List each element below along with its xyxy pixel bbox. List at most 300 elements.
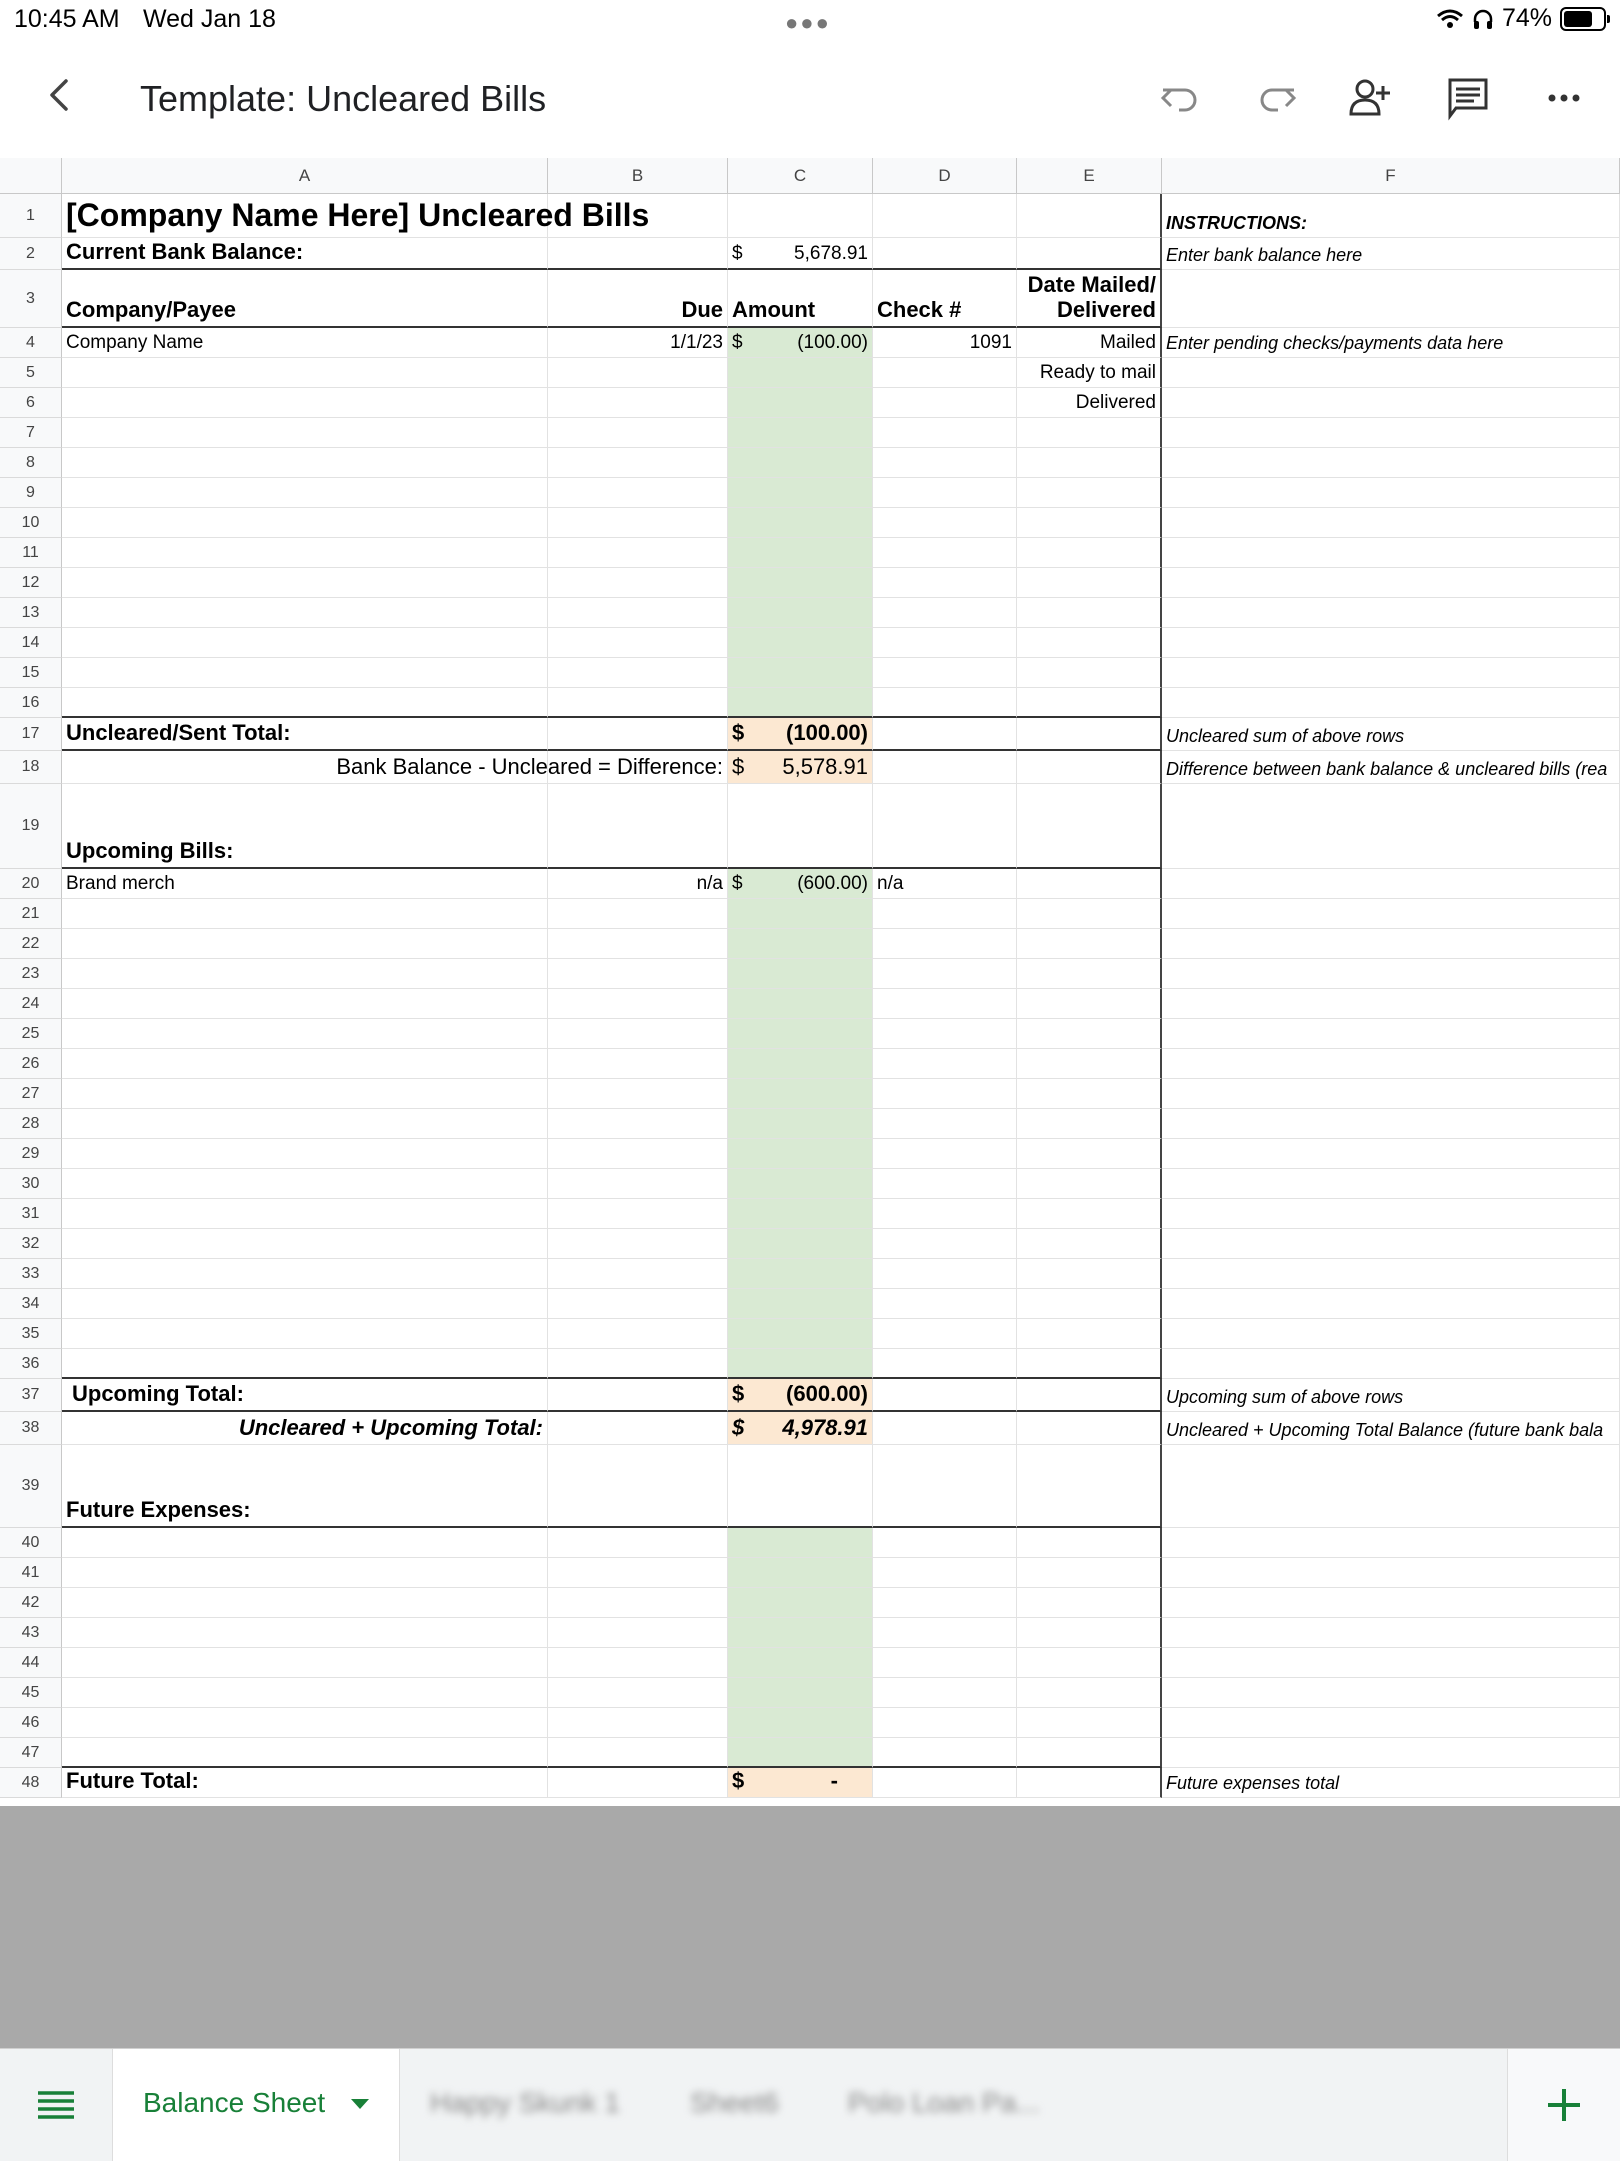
- row-header[interactable]: [0, 718, 62, 751]
- cell-c2[interactable]: [728, 238, 873, 270]
- undo-icon[interactable]: [1155, 72, 1207, 124]
- cell-f9[interactable]: [1162, 478, 1620, 508]
- row-header[interactable]: [0, 784, 62, 869]
- cell-f41[interactable]: [1162, 1558, 1620, 1588]
- cell-d38[interactable]: [873, 1412, 1017, 1445]
- cell-c36[interactable]: [728, 1349, 873, 1379]
- cell-e28[interactable]: [1017, 1109, 1162, 1139]
- row-header[interactable]: [0, 959, 62, 989]
- row-header[interactable]: [0, 1349, 62, 1379]
- cell-b8[interactable]: [548, 448, 728, 478]
- cell-e36[interactable]: [1017, 1349, 1162, 1379]
- cell-d31[interactable]: [873, 1199, 1017, 1229]
- cell-a35[interactable]: [62, 1319, 548, 1349]
- cell-c47[interactable]: [728, 1738, 873, 1768]
- cell-c19[interactable]: [728, 784, 873, 869]
- cell-c38[interactable]: [728, 1412, 873, 1445]
- cell-b34[interactable]: [548, 1289, 728, 1319]
- cell-c42[interactable]: [728, 1588, 873, 1618]
- cell-e18[interactable]: [1017, 751, 1162, 784]
- cell-c43[interactable]: [728, 1618, 873, 1648]
- cell-c45[interactable]: [728, 1678, 873, 1708]
- cell-b33[interactable]: [548, 1259, 728, 1289]
- cell-b20[interactable]: [548, 869, 728, 899]
- cell-d11[interactable]: [873, 538, 1017, 568]
- back-icon[interactable]: [40, 75, 80, 115]
- cell-d39[interactable]: [873, 1445, 1017, 1528]
- cell-e2[interactable]: [1017, 238, 1162, 270]
- cell-d46[interactable]: [873, 1708, 1017, 1738]
- sheet-tab-balance-sheet[interactable]: [112, 2049, 400, 2161]
- cell-a31[interactable]: [62, 1199, 548, 1229]
- row-header[interactable]: [0, 270, 62, 328]
- cell-b25[interactable]: [548, 1019, 728, 1049]
- cell-d15[interactable]: [873, 658, 1017, 688]
- row-header[interactable]: [0, 1558, 62, 1588]
- row-header[interactable]: [0, 1412, 62, 1445]
- cell-a2[interactable]: [62, 238, 548, 270]
- cell-b24[interactable]: [548, 989, 728, 1019]
- cell-e13[interactable]: [1017, 598, 1162, 628]
- cell-b40[interactable]: [548, 1528, 728, 1558]
- cell-f31[interactable]: [1162, 1199, 1620, 1229]
- cell-f48[interactable]: [1162, 1768, 1620, 1798]
- cell-f16[interactable]: [1162, 688, 1620, 718]
- cell-e48[interactable]: [1017, 1768, 1162, 1798]
- cell-b5[interactable]: [548, 358, 728, 388]
- cell-d17[interactable]: [873, 718, 1017, 751]
- cell-b21[interactable]: [548, 899, 728, 929]
- row-header[interactable]: [0, 989, 62, 1019]
- cell-f33[interactable]: [1162, 1259, 1620, 1289]
- cell-f34[interactable]: [1162, 1289, 1620, 1319]
- column-header-c[interactable]: C: [728, 158, 873, 194]
- cell-f7[interactable]: [1162, 418, 1620, 448]
- cell-c32[interactable]: [728, 1229, 873, 1259]
- cell-c8[interactable]: [728, 448, 873, 478]
- cell-f46[interactable]: [1162, 1708, 1620, 1738]
- row-header[interactable]: [0, 1199, 62, 1229]
- cell-c48[interactable]: [728, 1768, 873, 1798]
- cell-a36[interactable]: [62, 1349, 548, 1379]
- cell-d3[interactable]: [873, 270, 1017, 328]
- cell-f1[interactable]: [1162, 194, 1620, 238]
- cell-d10[interactable]: [873, 508, 1017, 538]
- column-header-a[interactable]: A: [62, 158, 548, 194]
- cell-d33[interactable]: [873, 1259, 1017, 1289]
- cell-e40[interactable]: [1017, 1528, 1162, 1558]
- cell-a21[interactable]: [62, 899, 548, 929]
- cell-b30[interactable]: [548, 1169, 728, 1199]
- cell-d8[interactable]: [873, 448, 1017, 478]
- cell-e10[interactable]: [1017, 508, 1162, 538]
- row-header[interactable]: [0, 1289, 62, 1319]
- row-header[interactable]: [0, 899, 62, 929]
- cell-a23[interactable]: [62, 959, 548, 989]
- cell-b6[interactable]: [548, 388, 728, 418]
- row-header[interactable]: [0, 328, 62, 358]
- cell-e11[interactable]: [1017, 538, 1162, 568]
- cell-a27[interactable]: [62, 1079, 548, 1109]
- cell-c26[interactable]: [728, 1049, 873, 1079]
- cell-e9[interactable]: [1017, 478, 1162, 508]
- cell-f42[interactable]: [1162, 1588, 1620, 1618]
- cell-b42[interactable]: [548, 1588, 728, 1618]
- cell-a19[interactable]: [62, 784, 548, 869]
- cell-a15[interactable]: [62, 658, 548, 688]
- cell-a22[interactable]: [62, 929, 548, 959]
- cell-a12[interactable]: [62, 568, 548, 598]
- row-header[interactable]: [0, 751, 62, 784]
- cell-d18[interactable]: [873, 751, 1017, 784]
- cell-c15[interactable]: [728, 658, 873, 688]
- cell-b48[interactable]: [548, 1768, 728, 1798]
- cell-b35[interactable]: [548, 1319, 728, 1349]
- row-header[interactable]: [0, 1588, 62, 1618]
- cell-e34[interactable]: [1017, 1289, 1162, 1319]
- cell-c25[interactable]: [728, 1019, 873, 1049]
- cell-a10[interactable]: [62, 508, 548, 538]
- cell-c22[interactable]: [728, 929, 873, 959]
- cell-d4[interactable]: [873, 328, 1017, 358]
- cell-f22[interactable]: [1162, 929, 1620, 959]
- cell-c28[interactable]: [728, 1109, 873, 1139]
- cell-b32[interactable]: [548, 1229, 728, 1259]
- row-header[interactable]: [0, 1259, 62, 1289]
- corner-cell[interactable]: [0, 158, 62, 194]
- cell-e30[interactable]: [1017, 1169, 1162, 1199]
- cell-a24[interactable]: [62, 989, 548, 1019]
- cell-a6[interactable]: [62, 388, 548, 418]
- cell-d48[interactable]: [873, 1768, 1017, 1798]
- cell-e31[interactable]: [1017, 1199, 1162, 1229]
- row-header[interactable]: [0, 1678, 62, 1708]
- row-header[interactable]: [0, 1379, 62, 1412]
- column-header-f[interactable]: F: [1162, 158, 1620, 194]
- cell-f26[interactable]: [1162, 1049, 1620, 1079]
- cell-d9[interactable]: [873, 478, 1017, 508]
- cell-f27[interactable]: [1162, 1079, 1620, 1109]
- cell-a41[interactable]: [62, 1558, 548, 1588]
- row-header[interactable]: [0, 508, 62, 538]
- cell-f6[interactable]: [1162, 388, 1620, 418]
- cell-c9[interactable]: [728, 478, 873, 508]
- column-header-d[interactable]: D: [873, 158, 1017, 194]
- cell-f36[interactable]: [1162, 1349, 1620, 1379]
- cell-f45[interactable]: [1162, 1678, 1620, 1708]
- cell-a47[interactable]: [62, 1738, 548, 1768]
- cell-a43[interactable]: [62, 1618, 548, 1648]
- cell-b10[interactable]: [548, 508, 728, 538]
- cell-d34[interactable]: [873, 1289, 1017, 1319]
- cell-d19[interactable]: [873, 784, 1017, 869]
- cell-c13[interactable]: [728, 598, 873, 628]
- cell-e25[interactable]: [1017, 1019, 1162, 1049]
- cell-a25[interactable]: [62, 1019, 548, 1049]
- cell-f5[interactable]: [1162, 358, 1620, 388]
- cell-b9[interactable]: [548, 478, 728, 508]
- cell-d41[interactable]: [873, 1558, 1017, 1588]
- cell-c18[interactable]: [728, 751, 873, 784]
- cell-d30[interactable]: [873, 1169, 1017, 1199]
- cell-e21[interactable]: [1017, 899, 1162, 929]
- cell-e45[interactable]: [1017, 1678, 1162, 1708]
- cell-b16[interactable]: [548, 688, 728, 718]
- cell-f20[interactable]: [1162, 869, 1620, 899]
- cell-e6[interactable]: [1017, 388, 1162, 418]
- menu-icon[interactable]: [0, 2049, 112, 2161]
- cell-e24[interactable]: [1017, 989, 1162, 1019]
- cell-b26[interactable]: [548, 1049, 728, 1079]
- cell-e32[interactable]: [1017, 1229, 1162, 1259]
- row-header[interactable]: [0, 388, 62, 418]
- cell-d6[interactable]: [873, 388, 1017, 418]
- cell-b1[interactable]: [548, 194, 728, 238]
- sheet-tab-2[interactable]: Happy Skunk 1: [430, 2087, 620, 2118]
- row-header[interactable]: [0, 238, 62, 270]
- cell-c5[interactable]: [728, 358, 873, 388]
- cell-e12[interactable]: [1017, 568, 1162, 598]
- more-icon[interactable]: [1538, 72, 1590, 124]
- cell-b23[interactable]: [548, 959, 728, 989]
- cell-f37[interactable]: [1162, 1379, 1620, 1412]
- multitask-dots-icon[interactable]: ●●●: [785, 10, 831, 35]
- cell-b3[interactable]: [548, 270, 728, 328]
- cell-c11[interactable]: [728, 538, 873, 568]
- cell-f14[interactable]: [1162, 628, 1620, 658]
- cell-e1[interactable]: [1017, 194, 1162, 238]
- cell-d24[interactable]: [873, 989, 1017, 1019]
- cell-f44[interactable]: [1162, 1648, 1620, 1678]
- cell-d43[interactable]: [873, 1618, 1017, 1648]
- cell-e37[interactable]: [1017, 1379, 1162, 1412]
- cell-a7[interactable]: [62, 418, 548, 448]
- cell-c6[interactable]: [728, 388, 873, 418]
- cell-c24[interactable]: [728, 989, 873, 1019]
- cell-e19[interactable]: [1017, 784, 1162, 869]
- cell-a42[interactable]: [62, 1588, 548, 1618]
- cell-b14[interactable]: [548, 628, 728, 658]
- cell-a1[interactable]: [62, 194, 650, 238]
- cell-a34[interactable]: [62, 1289, 548, 1319]
- cell-e14[interactable]: [1017, 628, 1162, 658]
- cell-a3[interactable]: [62, 270, 548, 328]
- add-person-icon[interactable]: [1345, 72, 1397, 124]
- cell-f18[interactable]: [1162, 751, 1620, 784]
- cell-c10[interactable]: [728, 508, 873, 538]
- cell-d37[interactable]: [873, 1379, 1017, 1412]
- cell-f47[interactable]: [1162, 1738, 1620, 1768]
- cell-a16[interactable]: [62, 688, 548, 718]
- cell-a33[interactable]: [62, 1259, 548, 1289]
- cell-e29[interactable]: [1017, 1139, 1162, 1169]
- cell-c44[interactable]: [728, 1648, 873, 1678]
- cell-a11[interactable]: [62, 538, 548, 568]
- cell-c35[interactable]: [728, 1319, 873, 1349]
- cell-d42[interactable]: [873, 1588, 1017, 1618]
- row-header[interactable]: [0, 194, 62, 238]
- cell-a32[interactable]: [62, 1229, 548, 1259]
- cell-f43[interactable]: [1162, 1618, 1620, 1648]
- cell-d14[interactable]: [873, 628, 1017, 658]
- cell-a29[interactable]: [62, 1139, 548, 1169]
- cell-c39[interactable]: [728, 1445, 873, 1528]
- cell-b43[interactable]: [548, 1618, 728, 1648]
- cell-c37[interactable]: [728, 1379, 873, 1412]
- cell-c23[interactable]: [728, 959, 873, 989]
- cell-a48[interactable]: [62, 1768, 548, 1798]
- cell-e4[interactable]: [1017, 328, 1162, 358]
- row-header[interactable]: [0, 929, 62, 959]
- cell-d36[interactable]: [873, 1349, 1017, 1379]
- cell-e8[interactable]: [1017, 448, 1162, 478]
- cell-e16[interactable]: [1017, 688, 1162, 718]
- cell-e17[interactable]: [1017, 718, 1162, 751]
- row-header[interactable]: [0, 538, 62, 568]
- cell-b37[interactable]: [548, 1379, 728, 1412]
- row-header[interactable]: [0, 1079, 62, 1109]
- row-header[interactable]: [0, 1109, 62, 1139]
- row-header[interactable]: [0, 688, 62, 718]
- cell-d5[interactable]: [873, 358, 1017, 388]
- cell-e44[interactable]: [1017, 1648, 1162, 1678]
- cell-f24[interactable]: [1162, 989, 1620, 1019]
- cell-b28[interactable]: [548, 1109, 728, 1139]
- cell-d27[interactable]: [873, 1079, 1017, 1109]
- dropdown-caret-icon[interactable]: [351, 2099, 369, 2109]
- cell-c21[interactable]: [728, 899, 873, 929]
- cell-c7[interactable]: [728, 418, 873, 448]
- cell-f13[interactable]: [1162, 598, 1620, 628]
- cell-f21[interactable]: [1162, 899, 1620, 929]
- cell-f32[interactable]: [1162, 1229, 1620, 1259]
- sheet-tab-3[interactable]: Sheet6: [690, 2087, 779, 2118]
- redo-icon[interactable]: [1250, 72, 1302, 124]
- row-header[interactable]: [0, 658, 62, 688]
- cell-e46[interactable]: [1017, 1708, 1162, 1738]
- cell-c20[interactable]: [728, 869, 873, 899]
- cell-d35[interactable]: [873, 1319, 1017, 1349]
- cell-e41[interactable]: [1017, 1558, 1162, 1588]
- row-header[interactable]: [0, 1049, 62, 1079]
- cell-a46[interactable]: [62, 1708, 548, 1738]
- cell-c16[interactable]: [728, 688, 873, 718]
- cell-e3[interactable]: [1017, 270, 1162, 328]
- cell-b4[interactable]: [548, 328, 728, 358]
- cell-b11[interactable]: [548, 538, 728, 568]
- cell-c17[interactable]: [728, 718, 873, 751]
- cell-d45[interactable]: [873, 1678, 1017, 1708]
- cell-a9[interactable]: [62, 478, 548, 508]
- cell-b31[interactable]: [548, 1199, 728, 1229]
- row-header[interactable]: [0, 358, 62, 388]
- cell-e20[interactable]: [1017, 869, 1162, 899]
- cell-f8[interactable]: [1162, 448, 1620, 478]
- cell-d47[interactable]: [873, 1738, 1017, 1768]
- cell-b2[interactable]: [548, 238, 728, 270]
- cell-b17[interactable]: [548, 718, 728, 751]
- cell-c29[interactable]: [728, 1139, 873, 1169]
- cell-f29[interactable]: [1162, 1139, 1620, 1169]
- cell-b36[interactable]: [548, 1349, 728, 1379]
- cell-d1[interactable]: [873, 194, 1017, 238]
- cell-f4[interactable]: [1162, 328, 1620, 358]
- cell-d2[interactable]: [873, 238, 1017, 270]
- row-header[interactable]: [0, 1648, 62, 1678]
- row-header[interactable]: [0, 598, 62, 628]
- row-header[interactable]: [0, 478, 62, 508]
- cell-f40[interactable]: [1162, 1528, 1620, 1558]
- cell-f25[interactable]: [1162, 1019, 1620, 1049]
- cell-b46[interactable]: [548, 1708, 728, 1738]
- cell-d28[interactable]: [873, 1109, 1017, 1139]
- cell-a13[interactable]: [62, 598, 548, 628]
- cell-d44[interactable]: [873, 1648, 1017, 1678]
- cell-f10[interactable]: [1162, 508, 1620, 538]
- cell-e43[interactable]: [1017, 1618, 1162, 1648]
- row-header[interactable]: [0, 1019, 62, 1049]
- cell-e23[interactable]: [1017, 959, 1162, 989]
- cell-a8[interactable]: [62, 448, 548, 478]
- cell-b44[interactable]: [548, 1648, 728, 1678]
- cell-d26[interactable]: [873, 1049, 1017, 1079]
- cell-e22[interactable]: [1017, 929, 1162, 959]
- column-header-b[interactable]: B: [548, 158, 728, 194]
- cell-a37[interactable]: [62, 1379, 548, 1412]
- cell-e7[interactable]: [1017, 418, 1162, 448]
- cell-a44[interactable]: [62, 1648, 548, 1678]
- cell-c41[interactable]: [728, 1558, 873, 1588]
- cell-a14[interactable]: [62, 628, 548, 658]
- cell-b7[interactable]: [548, 418, 728, 448]
- cell-d32[interactable]: [873, 1229, 1017, 1259]
- cell-c4[interactable]: [728, 328, 873, 358]
- row-header[interactable]: [0, 1445, 62, 1528]
- row-header[interactable]: [0, 1229, 62, 1259]
- cell-d40[interactable]: [873, 1528, 1017, 1558]
- cell-a26[interactable]: [62, 1049, 548, 1079]
- cell-b41[interactable]: [548, 1558, 728, 1588]
- cell-b18[interactable]: [336, 751, 728, 784]
- cell-b15[interactable]: [548, 658, 728, 688]
- cell-d25[interactable]: [873, 1019, 1017, 1049]
- row-header[interactable]: [0, 1319, 62, 1349]
- cell-b38[interactable]: [548, 1412, 728, 1445]
- cell-e35[interactable]: [1017, 1319, 1162, 1349]
- cell-a17[interactable]: [62, 718, 548, 751]
- cell-f23[interactable]: [1162, 959, 1620, 989]
- cell-c27[interactable]: [728, 1079, 873, 1109]
- cell-f17[interactable]: [1162, 718, 1620, 751]
- cell-a28[interactable]: [62, 1109, 548, 1139]
- row-header[interactable]: [0, 568, 62, 598]
- cell-f3[interactable]: [1162, 270, 1620, 328]
- row-header[interactable]: [0, 869, 62, 899]
- row-header[interactable]: [0, 1708, 62, 1738]
- cell-e39[interactable]: [1017, 1445, 1162, 1528]
- cell-d7[interactable]: [873, 418, 1017, 448]
- cell-c46[interactable]: [728, 1708, 873, 1738]
- column-header-e[interactable]: E: [1017, 158, 1162, 194]
- row-header[interactable]: [0, 418, 62, 448]
- cell-a4[interactable]: [62, 328, 548, 358]
- cell-d29[interactable]: [873, 1139, 1017, 1169]
- cell-b22[interactable]: [548, 929, 728, 959]
- cell-b29[interactable]: [548, 1139, 728, 1169]
- cell-c31[interactable]: [728, 1199, 873, 1229]
- cell-f19[interactable]: [1162, 784, 1620, 869]
- cell-e33[interactable]: [1017, 1259, 1162, 1289]
